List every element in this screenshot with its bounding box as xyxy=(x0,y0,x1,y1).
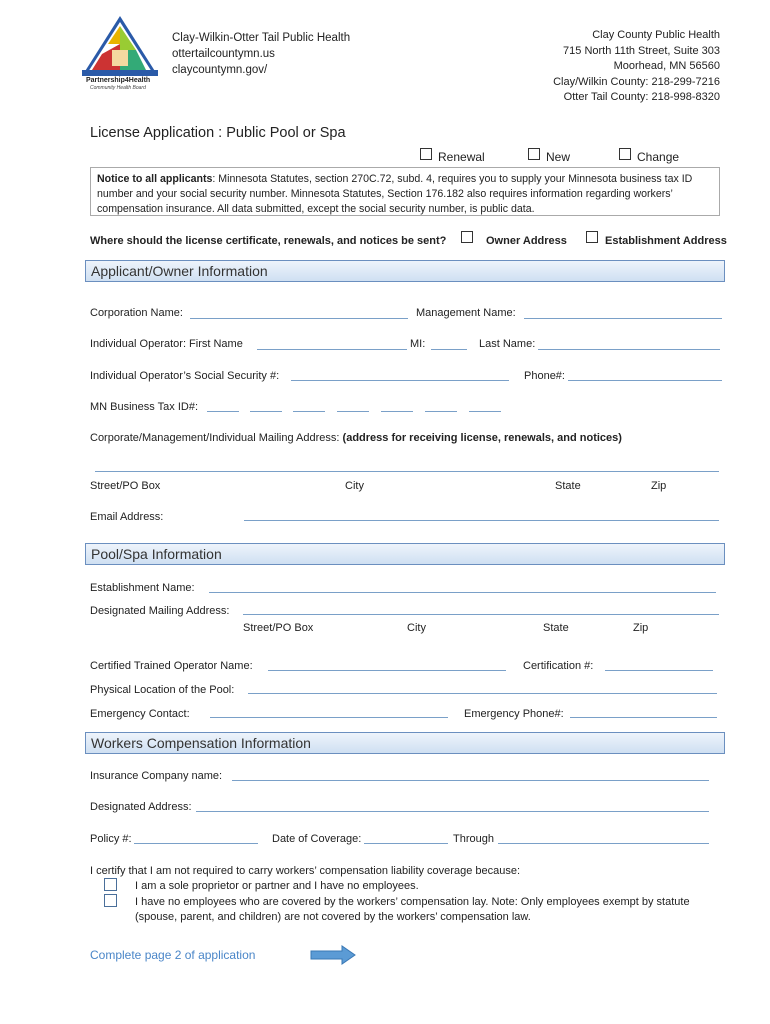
logo-text: Partnership4Health xyxy=(86,77,151,84)
notice-text: : Minnesota Statutes, section 270C.72, subd. 4, requires you to supply your Minnesota business tax ID number and your social security number. Minnesota Statutes, Section 176.182 also requires information regarding workers’ compensation insurance. All data submitted, except the social security number, is public data. xyxy=(97,173,693,215)
notice-box xyxy=(90,167,720,216)
city-label: City xyxy=(345,480,364,492)
coverage-date-field[interactable] xyxy=(364,843,448,844)
website-link[interactable]: claycountymn.gov/ xyxy=(172,64,268,76)
change-label: Change xyxy=(637,150,680,164)
contact-line: Moorhead, MN 56560 xyxy=(613,60,720,72)
phone-field[interactable] xyxy=(568,380,722,381)
management-name-label: Management Name: xyxy=(416,307,516,319)
tax-id-digit[interactable] xyxy=(469,411,501,412)
through-field[interactable] xyxy=(498,843,709,844)
change-checkbox[interactable] xyxy=(619,148,631,160)
mailing-address-note: (address for receiving license, renewals, and notices) xyxy=(342,432,622,444)
email-field[interactable] xyxy=(244,520,719,521)
mailing-address-field[interactable] xyxy=(95,471,719,472)
operator-name-label: Certified Trained Operator Name: xyxy=(90,660,253,672)
header-right xyxy=(553,28,720,106)
establishment-name-field[interactable] xyxy=(209,592,716,593)
state-label: State xyxy=(555,480,581,492)
management-name-field[interactable] xyxy=(524,318,722,319)
through-label: Through xyxy=(453,833,494,845)
coverage-date-label: Date of Coverage: xyxy=(272,833,362,845)
establishment-address-label: Establishment Address xyxy=(605,235,727,247)
agency-name: Clay-Wilkin-Otter Tail Public Health xyxy=(172,32,351,44)
website-link[interactable]: ottertailcountymn.us xyxy=(172,48,275,60)
certification-field[interactable] xyxy=(605,670,713,671)
corporation-name-field[interactable] xyxy=(190,318,408,319)
owner-address-label: Owner Address xyxy=(486,235,567,247)
first-name-label: Individual Operator: First Name xyxy=(90,338,243,350)
pool-street-label: Street/PO Box xyxy=(243,622,314,634)
mailing-address-text: Corporate/Management/Individual Mailing Address: xyxy=(90,432,340,444)
tax-id-digit[interactable] xyxy=(250,411,282,412)
corporation-name-label: Corporation Name: xyxy=(90,307,183,319)
mi-label: MI: xyxy=(410,338,426,350)
designated-mailing-field[interactable] xyxy=(243,614,719,615)
certification-label: Certification #: xyxy=(523,660,594,672)
where-question: Where should the license certificate, renewals, and notices be sent? xyxy=(90,235,447,247)
tax-id-digit[interactable] xyxy=(381,411,413,412)
tax-id-digit[interactable] xyxy=(337,411,369,412)
pool-state-label: State xyxy=(543,622,569,634)
certify-statement: I certify that I am not required to carry workers’ compensation liability coverage because: xyxy=(90,865,521,877)
designated-mailing-label: Designated Mailing Address: xyxy=(90,605,230,617)
phone-label: Phone#: xyxy=(524,370,565,382)
contact-line: Clay/Wilkin County: 218-299-7216 xyxy=(553,75,720,88)
no-covered-employees-note: (spouse, parent, and children) are not covered by the workers’ compensation law. xyxy=(135,911,531,923)
contact-line: Clay County Public Health xyxy=(592,29,720,41)
no-covered-employees-label: I have no employees who are covered by the workers’ compensation lay. Note: Only employees exempt by statute xyxy=(135,896,690,908)
street-label: Street/PO Box xyxy=(90,480,161,492)
pool-location-label: Physical Location of the Pool: xyxy=(90,684,235,696)
policy-label: Policy #: xyxy=(90,833,132,845)
tax-id-digit[interactable] xyxy=(425,411,457,412)
pool-city-label: City xyxy=(407,622,426,634)
renewal-checkbox[interactable] xyxy=(420,148,432,160)
establishment-name-label: Establishment Name: xyxy=(90,582,195,594)
contact-line: Otter Tail County: 218-998-8320 xyxy=(563,91,720,103)
notice-heading: Notice to all applicants xyxy=(97,173,213,185)
section-pool-header: Pool/Spa Information xyxy=(85,543,725,565)
section-workers-header: Workers Compensation Information xyxy=(85,732,725,754)
renewal-label: Renewal xyxy=(438,150,485,164)
next-page-link[interactable]: Complete page 2 of application xyxy=(90,948,256,962)
operator-name-field[interactable] xyxy=(268,670,506,671)
emergency-phone-field[interactable] xyxy=(570,717,717,718)
insurance-company-field[interactable] xyxy=(232,780,709,781)
tax-id-digit[interactable] xyxy=(293,411,325,412)
ssn-field[interactable] xyxy=(291,380,509,381)
new-checkbox[interactable] xyxy=(528,148,540,160)
last-name-field[interactable] xyxy=(538,349,720,350)
last-name-label: Last Name: xyxy=(479,338,536,350)
insurance-company-label: Insurance Company name: xyxy=(90,770,223,782)
page-title: License Application : Public Pool or Spa xyxy=(90,125,346,141)
owner-address-checkbox[interactable] xyxy=(461,231,473,243)
zip-label: Zip xyxy=(651,480,667,492)
contact-line: 715 North 11th Street, Suite 303 xyxy=(563,44,720,57)
mi-field[interactable] xyxy=(431,349,467,350)
logo-subtext: Community Health Board xyxy=(90,85,146,91)
ssn-label: Individual Operator’s Social Security #: xyxy=(90,370,280,382)
new-label: New xyxy=(546,150,571,164)
header-left xyxy=(172,30,350,78)
sole-proprietor-label: I am a sole proprietor or partner and I have no employees. xyxy=(135,880,419,892)
sole-proprietor-checkbox[interactable] xyxy=(104,878,117,891)
emergency-contact-label: Emergency Contact: xyxy=(90,708,190,720)
first-name-field[interactable] xyxy=(257,349,407,350)
tax-id-label: MN Business Tax ID#: xyxy=(90,401,199,413)
mailing-address-label xyxy=(90,432,622,444)
pool-zip-label: Zip xyxy=(633,622,649,634)
emergency-contact-field[interactable] xyxy=(210,717,448,718)
pool-location-field[interactable] xyxy=(248,693,717,694)
designated-address-label: Designated Address: xyxy=(90,801,192,813)
emergency-phone-label: Emergency Phone#: xyxy=(464,708,564,720)
next-arrow-icon[interactable] xyxy=(310,945,356,968)
designated-address-field[interactable] xyxy=(196,811,709,812)
tax-id-digit[interactable] xyxy=(207,411,239,412)
section-owner-header: Applicant/Owner Information xyxy=(85,260,725,282)
no-covered-employees-checkbox[interactable] xyxy=(104,894,117,907)
policy-field[interactable] xyxy=(134,843,258,844)
establishment-address-checkbox[interactable] xyxy=(586,231,598,243)
email-label: Email Address: xyxy=(90,511,164,523)
logo xyxy=(78,14,162,92)
